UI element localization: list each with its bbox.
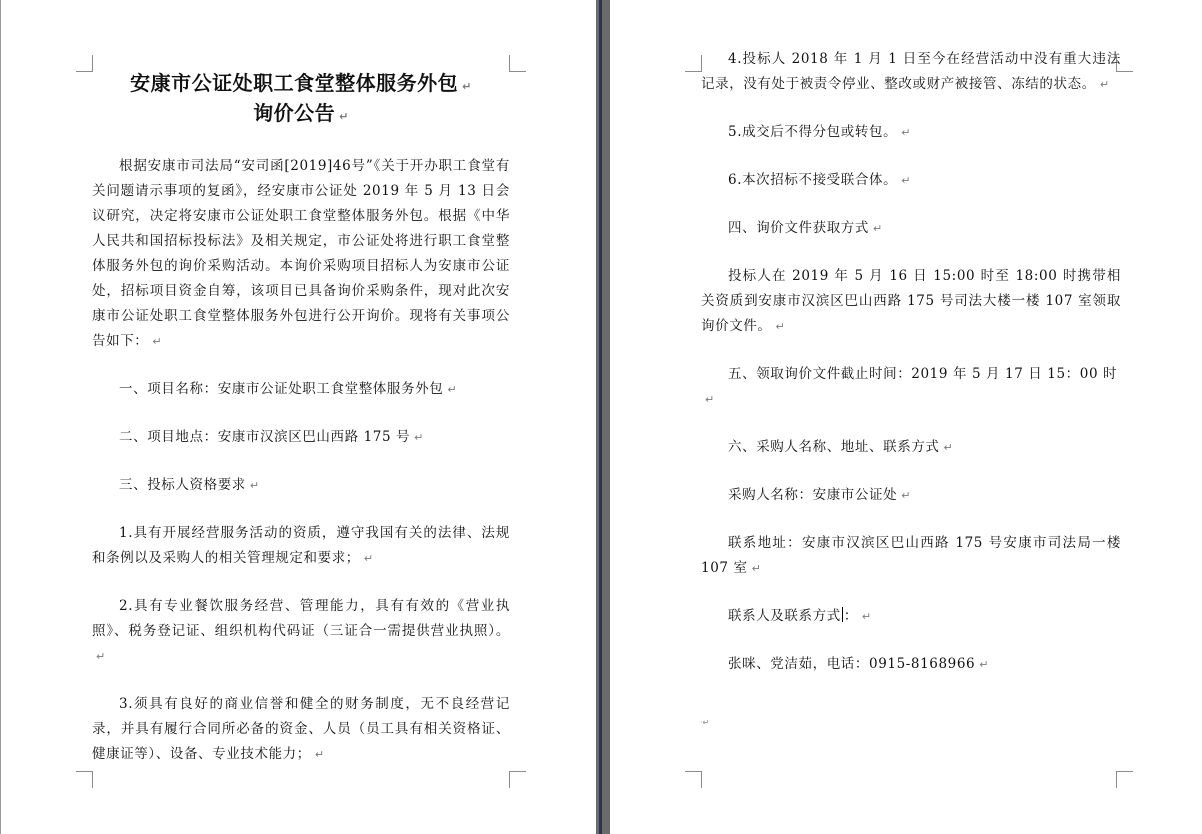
document-page-left <box>0 0 597 834</box>
contact-label-colon: ： <box>843 608 858 624</box>
requirement-3[interactable] <box>92 692 510 767</box>
right-page-content[interactable] <box>701 47 1121 677</box>
contact-address[interactable] <box>701 531 1121 581</box>
crop-mark-bottom-left <box>685 771 702 788</box>
paragraph-mark-icon: ↵ <box>447 383 458 396</box>
paragraph-mark-icon: ↵ <box>861 610 872 623</box>
paragraph-mark-icon: ↵ <box>363 552 374 565</box>
paragraph-mark-icon: ↵ <box>775 320 786 333</box>
section-6-heading[interactable] <box>701 435 1121 460</box>
requirement-3-text: 3.须具有良好的商业信誉和健全的财务制度，无不良经营记录，并具有履行合同所必备的资金、人员（员工具有相关资格证、健康证等）、设备、专业技术能力； <box>92 696 510 762</box>
paragraph-mark-icon: ↵ <box>462 80 472 93</box>
section-5-heading[interactable] <box>701 362 1121 412</box>
contact-label-text: 联系人及联系方式 <box>728 608 841 624</box>
crop-mark-top-left <box>76 55 93 72</box>
title-line-2: 询价公告 <box>253 101 336 125</box>
section-4-heading[interactable] <box>701 216 1121 241</box>
section-2-heading[interactable] <box>92 425 510 450</box>
contact-label[interactable] <box>701 604 1121 629</box>
paragraph-mark-icon: ↵ <box>751 562 762 575</box>
left-page-content[interactable] <box>92 70 510 767</box>
end-paragraph-mark-icon: ·↵ <box>700 718 710 727</box>
paragraph-mark-icon: ↵ <box>901 126 912 139</box>
crop-mark-top-right <box>509 55 526 72</box>
paragraph-mark-icon: ↵ <box>901 489 912 502</box>
requirement-4[interactable] <box>701 47 1121 97</box>
paragraph-mark-icon: ↵ <box>1099 78 1110 91</box>
contact-address-text: 联系地址：安康市汉滨区巴山西路 175 号安康市司法局一楼 107 室 <box>701 535 1121 576</box>
section-3-heading[interactable] <box>92 473 510 498</box>
requirement-1[interactable] <box>92 521 510 571</box>
section-1-heading[interactable] <box>92 377 510 402</box>
paragraph-mark-icon: ↵ <box>979 658 990 671</box>
paragraph-mark-icon: ↵ <box>314 748 325 761</box>
section-5-text: 五、领取询价文件截止时间：2019 年 5 月 17 日 15：00 时 <box>728 366 1118 382</box>
crop-mark-bottom-right <box>1116 771 1133 788</box>
requirement-6-text: 6.本次招标不接受联合体。 <box>728 172 898 188</box>
obtain-text: 投标人在 2019 年 5 月 16 日 15:00 时至 18:00 时携带相关资质到安康市汉滨区巴山西路 175 号司法大楼一楼 107 室领取询价文件。 <box>701 268 1121 334</box>
requirement-5[interactable] <box>701 120 1121 145</box>
paragraph-mark-icon: ↵ <box>152 335 163 348</box>
section-2-text: 二、项目地点：安康市汉滨区巴山西路 175 号 <box>119 429 411 445</box>
requirement-1-text: 1.具有开展经营服务活动的资质，遵守我国有关的法律、法规和条例以及采购人的相关管理规定和要求； <box>92 525 510 566</box>
obtain-paragraph[interactable] <box>701 264 1121 339</box>
requirement-4-text: 4.投标人 2018 年 1 月 1 日至今在经营活动中没有重大违法记录，没有处于被责令停业、整改或财产被接管、冻结的状态。 <box>701 51 1121 92</box>
document-title[interactable] <box>92 70 510 130</box>
section-3-text: 三、投标人资格要求 <box>119 477 246 493</box>
contact-persons[interactable] <box>701 652 1121 677</box>
intro-paragraph[interactable] <box>92 154 510 354</box>
crop-mark-top-left <box>685 55 702 72</box>
section-6-text: 六、采购人名称、地址、联系方式 <box>728 439 940 455</box>
paragraph-mark-icon: ↵ <box>96 650 106 663</box>
paragraph-mark-icon: ↵ <box>705 393 715 406</box>
requirement-2[interactable] <box>92 594 510 669</box>
crop-mark-bottom-right <box>509 771 526 788</box>
buyer-name-text: 采购人名称：安康市公证处 <box>728 487 898 503</box>
text-cursor <box>842 607 843 622</box>
paragraph-mark-icon: ↵ <box>249 479 260 492</box>
section-1-text: 一、项目名称：安康市公证处职工食堂整体服务外包 <box>119 381 444 397</box>
paragraph-mark-icon: ↵ <box>943 441 954 454</box>
contact-persons-text: 张咪、党洁茹，电话：0915-8168966 <box>728 656 976 672</box>
section-4-text: 四、询价文件获取方式 <box>728 220 869 236</box>
crop-mark-bottom-left <box>76 771 93 788</box>
paragraph-mark-icon: ↵ <box>414 431 424 444</box>
document-page-right <box>610 0 1202 834</box>
paragraph-mark-icon: ↵ <box>901 174 912 187</box>
requirement-6[interactable] <box>701 168 1121 193</box>
title-line-1: 安康市公证处职工食堂整体服务外包 <box>130 71 459 95</box>
page-gap-divider <box>599 0 602 834</box>
paragraph-mark-icon: ↵ <box>873 222 883 235</box>
requirement-5-text: 5.成交后不得分包或转包。 <box>728 124 898 140</box>
intro-text: 根据安康市司法局“安司函[2019]46号”《关于开办职工食堂有关问题请示事项的复函》，经安康市公证处 2019 年 5 月 13 日会议研究，决定将安康市公证处职工食堂整体服务外包。根据《中华人民共和国招标投标法》及相关规定，市公证处将进行职工食堂整体服务外包的询价采购活动。本询价采购项目招标人为安康市公证处，招标项目资金自筹，该项目已具备询价采购条件，现对此次安康市公证处职工食堂整体服务外包进行公开询价。现将有关事项公告如下： <box>92 158 510 349</box>
paragraph-mark-icon: ↵ <box>339 110 349 123</box>
requirement-2-text: 2.具有专业餐饮服务经营、管理能力，具有有效的《营业执照》、税务登记证、组织机构代码证（三证合一需提供营业执照）。 <box>92 598 510 639</box>
buyer-name[interactable] <box>701 483 1121 508</box>
